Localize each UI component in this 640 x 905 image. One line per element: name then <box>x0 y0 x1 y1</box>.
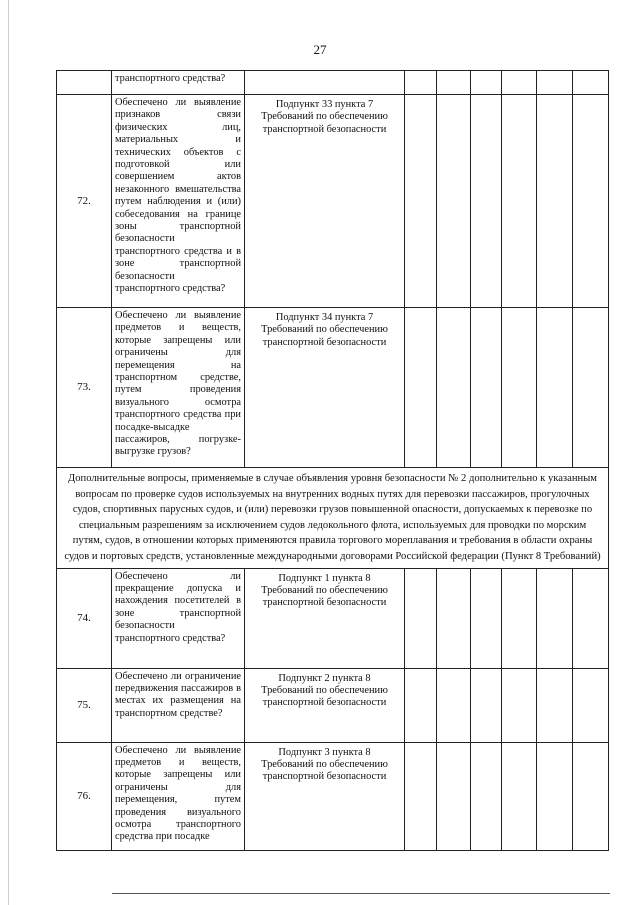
answer-cell-yes <box>405 95 437 308</box>
question-cell <box>112 568 245 668</box>
answer-cell-extra <box>537 742 573 850</box>
reference-cell: Подпункт 1 пункта 8 Требований по обеспечению транспортной безопасности <box>245 568 405 668</box>
answer-cell-extra <box>537 568 573 668</box>
reference-cell <box>245 71 405 95</box>
answer-cell-note <box>573 308 609 468</box>
table-row <box>57 568 609 668</box>
answer-cell-na <box>471 308 502 468</box>
answer-cell-extra <box>502 568 537 668</box>
answer-cell-note <box>573 568 609 668</box>
row-number: 74. <box>57 568 112 668</box>
answer-cell-yes <box>405 71 437 95</box>
answer-cell-no <box>437 308 471 468</box>
question-text: Обеспечено ли выявление признаков связи физических лиц, материальных и технических объектов с подготовкой или совершением актов незаконного вмешательства путем наблюдения и (или) собеседования на границе зоны транспортной безопасности транспортного средства и в зоне транспортной безопасности транспортного средства? <box>115 97 241 295</box>
reference-cell: Подпункт 33 пункта 7 Требований по обеспечению транспортной безопасности <box>245 95 405 308</box>
row-number: 72. <box>57 95 112 308</box>
question-text: Обеспечено ли прекращение допуска и нахождения посетителей в зоне транспортной безопасности транспортного средства? <box>115 570 241 644</box>
answer-cell-extra <box>502 668 537 742</box>
answer-cell-extra <box>537 95 573 308</box>
section-header-text: Дополнительные вопросы, применяемые в случае объявления уровня безопасности № 2 дополнительно к указанным вопросам по проверке судов используемых на внутренних водных путях для перевозки пассажиров, прогулочных судов, спортивных парусных судов, и (или) перевозки грузов повышенной опасности, допускаемых к перевозке по специальным разрешениям за исключением судов ледокольного флота, используемых для проводки по морским путям, судов, в отношении которых применяются правила торгового мореплавания и требования в области охраны судов и портовых средств, установленные международными договорами Российской федерации (Пункт 8 Требований) <box>57 468 609 569</box>
reference-cell: Подпункт 34 пункта 7 Требований по обеспечению транспортной безопасности <box>245 308 405 468</box>
page-number: 27 <box>313 42 327 57</box>
answer-cell-note <box>573 71 609 95</box>
answer-cell-extra <box>502 71 537 95</box>
answer-cell-note <box>573 668 609 742</box>
question-text: Обеспечено ли ограничение передвижения пассажиров в местах их размещения на транспортном средстве? <box>115 670 241 719</box>
answer-cell-yes <box>405 668 437 742</box>
scan-edge-line <box>8 0 9 905</box>
answer-cell-extra <box>502 95 537 308</box>
question-text: Обеспечено ли выявление предметов и веществ, которые запрещены или ограничены для перемещения, путем проведения визуального осмотра транспортного средства при посадке <box>115 744 241 843</box>
answer-cell-no <box>437 568 471 668</box>
answer-cell-extra <box>502 308 537 468</box>
table-row <box>57 668 609 742</box>
table-row <box>57 71 609 95</box>
row-number: 73. <box>57 308 112 468</box>
question-cell <box>112 742 245 850</box>
answer-cell-note <box>573 742 609 850</box>
answer-cell-extra <box>537 71 573 95</box>
answer-cell-no <box>437 71 471 95</box>
reference-cell: Подпункт 2 пункта 8 Требований по обеспечению транспортной безопасности <box>245 668 405 742</box>
answer-cell-yes <box>405 308 437 468</box>
row-number: 75. <box>57 668 112 742</box>
answer-cell-no <box>437 95 471 308</box>
answer-cell-na <box>471 71 502 95</box>
answer-cell-extra <box>537 308 573 468</box>
question-cell <box>112 668 245 742</box>
row-number <box>57 71 112 95</box>
answer-cell-no <box>437 668 471 742</box>
question-text: Обеспечено ли выявление предметов и веществ, которые запрещены или ограничены для перемещения на транспортном средстве, путем проведения визуального осмотра транспортного средства при посадке-высадке пассажиров, погрузке-выгрузке грузов? <box>115 310 241 458</box>
reference-cell: Подпункт 3 пункта 8 Требований по обеспечению транспортной безопасности <box>245 742 405 850</box>
answer-cell-na <box>471 742 502 850</box>
answer-cell-extra <box>537 668 573 742</box>
section-header-row <box>57 468 609 569</box>
page-bottom-rule <box>112 893 610 894</box>
answer-cell-no <box>437 742 471 850</box>
question-cell <box>112 71 245 95</box>
question-cell <box>112 308 245 468</box>
checklist-table <box>56 70 609 851</box>
answer-cell-yes <box>405 742 437 850</box>
question-text: транспортного средства? <box>115 73 226 84</box>
table-row <box>57 742 609 850</box>
answer-cell-note <box>573 95 609 308</box>
question-cell <box>112 95 245 308</box>
answer-cell-na <box>471 95 502 308</box>
table-row <box>57 95 609 308</box>
table-row <box>57 308 609 468</box>
row-number: 76. <box>57 742 112 850</box>
answer-cell-extra <box>502 742 537 850</box>
answer-cell-na <box>471 668 502 742</box>
answer-cell-yes <box>405 568 437 668</box>
checklist-table-container <box>56 70 608 851</box>
answer-cell-na <box>471 568 502 668</box>
